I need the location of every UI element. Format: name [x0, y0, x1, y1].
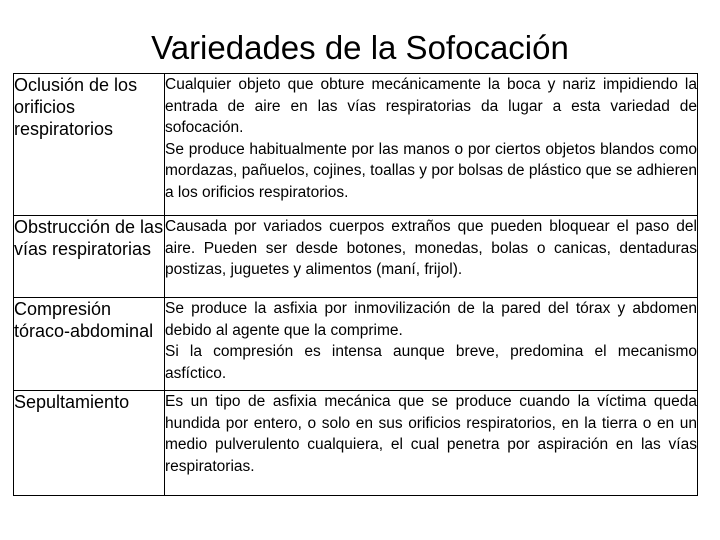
description-paragraph: Es un tipo de asfixia mecánica que se produce cuando la víctima queda hundida por entero, o solo en sus orificios respiratorios, en la tierra o en un medio pulverulento cualquiera, el cual penetra por aspiración en las vías respiratorias.: [165, 393, 697, 475]
varieties-table: [13, 73, 698, 496]
slide-title: Variedades de la Sofocación: [151, 29, 569, 66]
term-cell: Obstrucción de las vías respiratorias: [14, 216, 165, 298]
description-cell: [165, 74, 698, 216]
term-cell: Oclusión de los orificios respiratorios: [14, 74, 165, 216]
description-paragraph: Si la compresión es intensa aunque breve, predomina el mecanismo asfíctico.: [165, 343, 697, 382]
table-row: [14, 298, 698, 391]
description-paragraph: Causada por variados cuerpos extraños que pueden bloquear el paso del aire. Pueden ser desde botones, monedas, bolas o canicas, dentaduras postizas, juguetes y alimentos (maní, frijol).: [165, 218, 697, 278]
description-cell: [165, 391, 698, 496]
description-paragraph: Cualquier objeto que obture mecánicamente la boca y nariz impidiendo la entrada de aire en las vías respiratorias da lugar a esta variedad de sofocación.: [165, 76, 697, 136]
description-cell: [165, 216, 698, 298]
description-paragraph: Se produce la asfixia por inmovilización de la pared del tórax y abdomen debido al agente que la comprime.: [165, 300, 697, 339]
term-cell: Sepultamiento: [14, 391, 165, 496]
description-cell: [165, 298, 698, 391]
description-paragraph: Se produce habitualmente por las manos o por ciertos objetos blandos como mordazas, pañuelos, cojines, toallas y por bolsas de plástico que se adhieren a los orificios respiratorios.: [165, 140, 697, 201]
table-row: [14, 74, 698, 216]
table-row: [14, 216, 698, 298]
table-row: [14, 391, 698, 496]
term-cell: Compresión tóraco-abdominal: [14, 298, 165, 391]
